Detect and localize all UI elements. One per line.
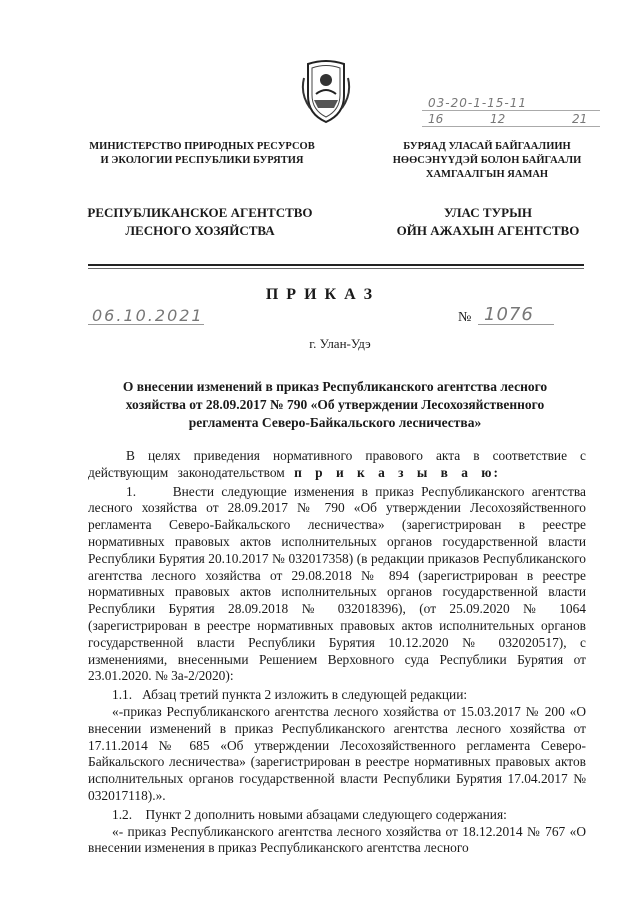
order-body: [88, 448, 586, 857]
coat-of-arms-emblem: [300, 58, 352, 124]
ministry-name-ru: МИНИСТЕРСТВО ПРИРОДНЫХ РЕСУРСОВ И ЭКОЛОГИИ РЕСПУБЛИКИ БУРЯТИЯ: [89, 141, 315, 166]
ministry-name-bua: БУРЯАД УЛАСАЙ БАЙГААЛИИН НӨӨСЭНҮҮДЭЙ БОЛОН БАЙГААЛИ ХАМГААЛГЫН ЯАМАН: [392, 141, 582, 180]
order-subject: О внесении изменений в приказ Республиканского агентства лесного хозяйства от 28.09.2017 № 790 «Об утверждении Лесохозяйственного регламента Северо-Байкальского лесничества»: [122, 379, 548, 430]
order-number-prefix: №: [458, 310, 472, 325]
order-title: П Р И К А З: [265, 286, 375, 303]
stamp-month: 12: [490, 112, 506, 126]
stamp-year: 21: [572, 112, 588, 126]
agency-name-bua: УЛАС ТУРЫН ОЙН АЖАХЫН АГЕНТСТВО: [396, 205, 580, 238]
stamp-day: 16: [428, 112, 444, 126]
order-city: г. Улан-Удэ: [309, 336, 371, 351]
order-number: 1076: [484, 304, 534, 325]
paragraph-1-1-text: «-приказ Республиканского агентства лесного хозяйства от 15.03.2017 № 200 «О внесении изменений в приказ Республиканского агентства лесного хозяйства от 17.11.2014 № 685 «Об утверждении Лесохозяйственного регламента Северо-Байкальского лесничества» (зарегистрирован в реестре нормативных правовых актов исполнительных органов государственной власти Республики Бурятия 17.04.2017 № 032017118).».: [88, 703, 586, 803]
header-divider: [88, 264, 584, 266]
paragraph-1: 1. Внести следующие изменения в приказ Республиканского агентства лесного хозяйства от 28.09.2017 № 790 «Об утверждении Лесохозяйственного регламента Северо-Байкальского лесничества» (зарегистрирован в реестре нормативных правовых актов исполнительных органов государственной власти Республики Бурятия 20.10.2017 № 032017358) (в редакции приказов Республиканского агентства лесного хозяйства от 29.08.2018 № 894 (зарегистрирован в реестре нормативных правовых актов исполнительных органов государственной власти Республики Бурятия 28.09.2018 № 032018396), (от 25.09.2020 № 1064 (зарегистрирован в реестре нормативных правовых актов исполнительных органов государственной власти Республики Бурятия 10.12.2020 № 032020517), с изменениями, внесенными Решением Верховного суда Республики Бурятия от 23.01.2020. № 3а-2/2020):: [88, 483, 586, 684]
intro-paragraph: В целях приведения нормативного правового акта в соответствие с действующим законодательством п р и к а з ы в а ю:: [88, 448, 586, 480]
stamp-registration-number: 03-20-1-15-11: [428, 96, 528, 110]
decree-word: п р и к а з ы в а ю:: [294, 464, 500, 480]
agency-name-ru: РЕСПУБЛИКАНСКОЕ АГЕНТСТВО ЛЕСНОГО ХОЗЯЙСТВА: [87, 205, 313, 238]
paragraph-1-2: 1.2. Пункт 2 дополнить новыми абзацами следующего содержания:: [112, 806, 507, 822]
order-date: 06.10.2021: [92, 306, 204, 325]
number-underline: [478, 324, 554, 325]
paragraph-1-1: 1.1. Абзац третий пункта 2 изложить в следующей редакции:: [112, 687, 468, 703]
registration-stamp: [422, 96, 622, 136]
header-divider-thin: [88, 268, 584, 269]
date-underline: [88, 324, 204, 325]
paragraph-1-2-text: «- приказ Республиканского агентства лесного хозяйства от 18.12.2014 № 767 «О внесении изменения в приказ Республиканского агентства лесного: [88, 823, 586, 856]
